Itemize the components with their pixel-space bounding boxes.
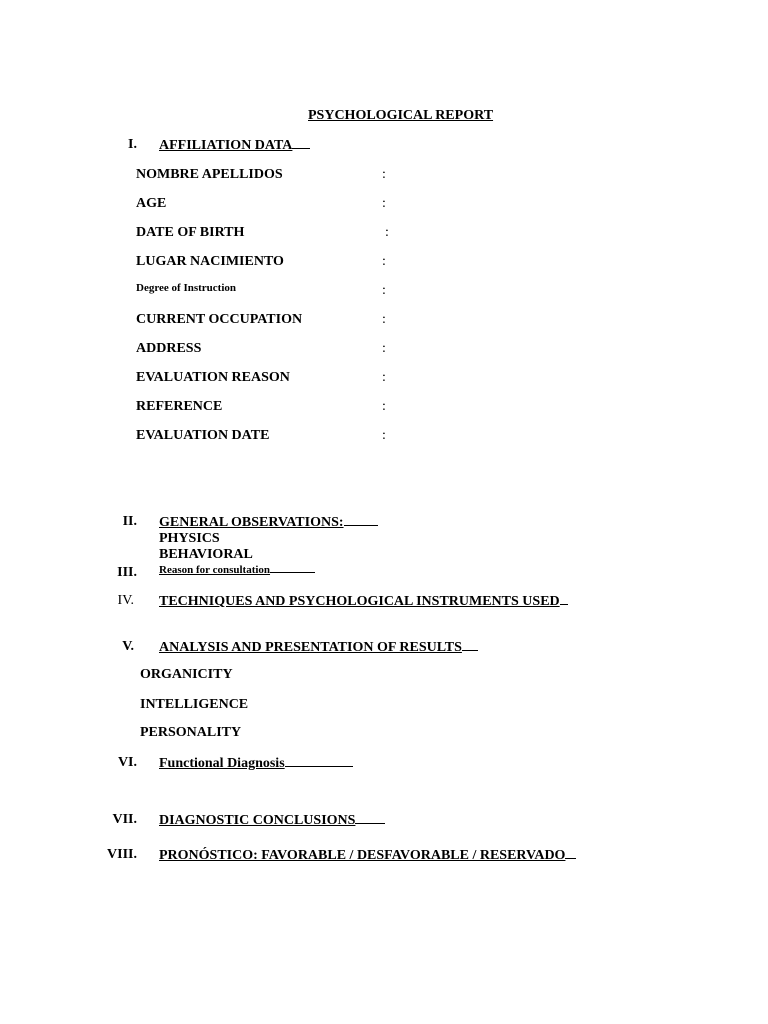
section-5-item-personality: PERSONALITY (140, 725, 242, 740)
section-8-heading (159, 846, 576, 864)
field-label-dob: DATE OF BIRTH (136, 225, 245, 240)
section-5-title: ANALYSIS AND PRESENTATION OF RESULTS (159, 640, 462, 655)
field-sep-occupation: : (382, 312, 386, 327)
field-label-eval-reason: EVALUATION REASON (136, 370, 290, 385)
section-7-heading (159, 811, 385, 829)
section-3-number: III. (117, 565, 137, 580)
field-sep-eval-date: : (382, 428, 386, 443)
section-1-heading (159, 136, 310, 154)
field-sep-age: : (382, 196, 386, 211)
field-label-instruction: Degree of Instruction (136, 282, 236, 294)
report-title: PSYCHOLOGICAL REPORT (308, 108, 494, 123)
section-5-heading (159, 638, 478, 656)
section-6-underline (285, 754, 353, 767)
section-2-heading (159, 513, 378, 531)
section-4-underline (560, 592, 568, 605)
field-sep-reference: : (382, 399, 386, 414)
section-2-title: GENERAL OBSERVATIONS: (159, 515, 344, 530)
section-5-item-intelligence: INTELLIGENCE (140, 697, 249, 712)
section-7-underline (355, 811, 385, 824)
section-2-item-physics: PHYSICS (159, 531, 220, 546)
section-4-number: IV. (117, 593, 134, 608)
section-6-heading (159, 754, 353, 772)
field-label-age: AGE (136, 196, 167, 211)
field-label-occupation: CURRENT OCCUPATION (136, 312, 303, 327)
field-label-reference: REFERENCE (136, 399, 223, 414)
section-6-number: VI. (117, 755, 137, 770)
section-1-title: AFFILIATION DATA (159, 138, 293, 153)
section-7-number: VII. (112, 812, 137, 827)
field-label-address: ADDRESS (136, 341, 202, 356)
section-3-title: Reason for consultation (159, 564, 271, 576)
field-sep-instruction: : (382, 283, 386, 298)
field-sep-eval-reason: : (382, 370, 386, 385)
section-4-title: TECHNIQUES AND PSYCHOLOGICAL INSTRUMENTS USED (159, 594, 560, 609)
field-sep-birthplace: : (382, 254, 386, 269)
section-8-underline (565, 846, 576, 859)
section-2-underline (344, 513, 378, 526)
section-5-item-organicity: ORGANICITY (140, 667, 233, 682)
section-4-heading (159, 592, 568, 610)
section-2-number: II. (122, 514, 137, 529)
section-2-item-behavioral: BEHAVIORAL (159, 547, 253, 562)
section-1-number: I. (128, 137, 137, 152)
section-8-title: PRONÓSTICO: FAVORABLE / DESFAVORABLE / RESERVADO (159, 848, 566, 863)
section-5-underline (462, 638, 478, 651)
field-label-eval-date: EVALUATION DATE (136, 428, 270, 443)
section-3-heading (159, 562, 315, 579)
field-sep-dob: : (385, 225, 389, 240)
section-3-underline (270, 562, 315, 573)
section-1-underline (292, 136, 310, 149)
field-label-birthplace: LUGAR NACIMIENTO (136, 254, 284, 269)
field-sep-nombre: : (382, 167, 386, 182)
section-5-number: V. (122, 639, 134, 654)
field-sep-address: : (382, 341, 386, 356)
section-6-title: Functional Diagnosis (159, 756, 285, 771)
field-label-nombre: NOMBRE APELLIDOS (136, 167, 283, 182)
section-7-title: DIAGNOSTIC CONCLUSIONS (159, 813, 356, 828)
section-8-number: VIII. (107, 847, 137, 862)
